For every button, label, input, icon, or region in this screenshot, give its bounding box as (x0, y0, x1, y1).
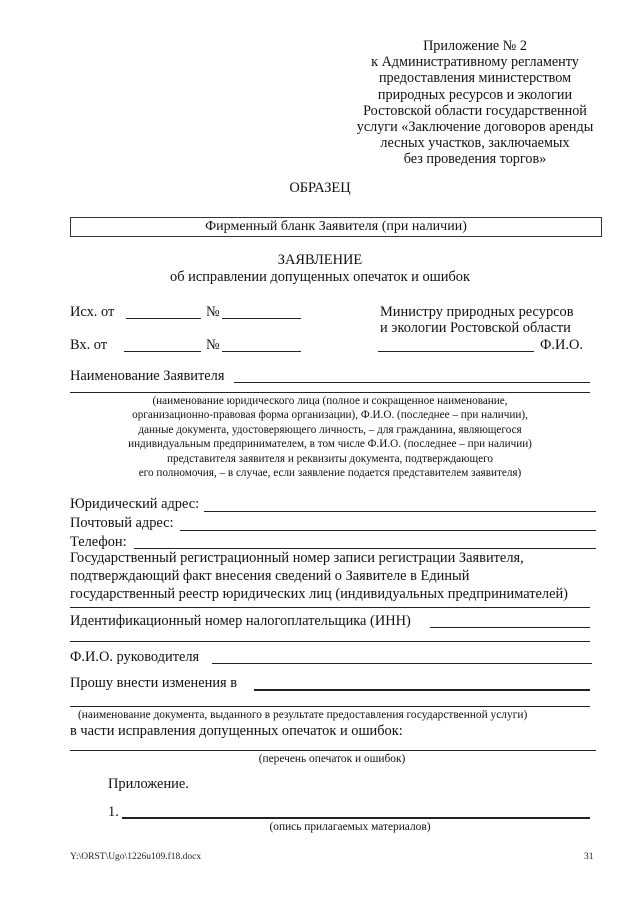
document-title: ЗАЯВЛЕНИЕ (277, 252, 363, 268)
hint-line: его полномочия, – в случае, если заявление подается представителем заявителя) (138, 467, 522, 480)
header-line: предоставления министерством (378, 70, 572, 87)
registration-label-line: государственный реестр юридических лиц (индивидуальных предпринимателей) (70, 586, 568, 602)
hint-line: данные документа, удостоверяющего личность, – для гражданина, являющегося (138, 423, 522, 436)
correction-label: в части исправления допущенных опечаток и ошибок: (70, 723, 403, 739)
appendix-header (340, 38, 610, 168)
registration-number-field[interactable] (70, 607, 590, 608)
applicant-name-label: Наименование Заявителя (70, 368, 225, 384)
registration-label-line: подтверждающий факт внесения сведений о Заявителе в Единый (70, 568, 470, 584)
header-line: услуги «Заключение договоров аренды (356, 119, 594, 136)
phone-label: Телефон: (70, 534, 127, 550)
sample-label: ОБРАЗЕЦ (289, 180, 351, 196)
registration-label-line: Государственный регистрационный номер записи регистрации Заявителя, (70, 550, 524, 566)
outgoing-date-label: Исх. от (70, 304, 115, 320)
header-line: к Административному регламенту (371, 54, 579, 71)
hint-line: представителя заявителя и реквизиты документа, подтверждающего (166, 452, 493, 465)
phone-field[interactable] (134, 548, 596, 549)
request-document-field[interactable] (254, 689, 590, 691)
director-field[interactable] (212, 663, 592, 664)
inn-field[interactable] (430, 627, 590, 628)
letterhead-box: Фирменный бланк Заявителя (при наличии) (70, 217, 602, 237)
header-line: Ростовской области государственной (363, 102, 587, 119)
hint-line: индивидуальным предпринимателем, в том числе Ф.И.О. (последнее – при наличии) (128, 438, 532, 451)
attachment-label: Приложение. (108, 776, 189, 792)
postal-address-field[interactable] (180, 530, 596, 531)
inn-field-line2[interactable] (70, 641, 590, 642)
incoming-date-field[interactable] (124, 351, 201, 352)
hint-line: (наименование юридического лица (полное и сокращенное наименование, (152, 395, 508, 407)
incoming-number-label: № (206, 337, 220, 353)
outgoing-number-label: № (206, 304, 220, 320)
errors-list-field[interactable] (70, 750, 596, 751)
attachment-item-field[interactable] (122, 817, 590, 819)
applicant-hint (60, 394, 600, 480)
errors-hint: (перечень опечаток и ошибок) (258, 753, 406, 765)
addressee-line1: Министру природных ресурсов (380, 304, 574, 320)
addressee-line2: и экологии Ростовской области (380, 320, 571, 336)
header-line: лесных участков, заключаемых (380, 135, 570, 152)
request-document-field-line2[interactable] (70, 706, 590, 707)
document-subtitle: об исправлении допущенных опечаток и ошибок (170, 269, 470, 285)
inn-label: Идентификационный номер налогоплательщика (ИНН) (70, 613, 411, 629)
postal-address-label: Почтовый адрес: (70, 515, 174, 531)
footer-file-path: Y:\ORST\Ugo\1226u109.f18.docx (70, 852, 202, 862)
outgoing-date-field[interactable] (126, 318, 201, 319)
attachment-hint: (опись прилагаемых материалов) (269, 821, 431, 833)
header-line: без проведения торгов» (403, 151, 547, 168)
addressee-fio-field[interactable] (378, 351, 534, 352)
incoming-number-field[interactable] (222, 351, 301, 352)
document-hint: (наименование документа, выданного в результате предоставления государственной услуги) (78, 709, 528, 721)
addressee-fio-label: Ф.И.О. (540, 337, 583, 353)
attachment-item-number: 1. (108, 804, 119, 820)
header-line: природных ресурсов и экологии (377, 86, 573, 103)
outgoing-number-field[interactable] (222, 318, 301, 319)
legal-address-label: Юридический адрес: (70, 496, 200, 512)
incoming-date-label: Вх. от (70, 337, 108, 353)
director-label: Ф.И.О. руководителя (70, 649, 200, 665)
applicant-name-field-line2[interactable] (70, 392, 590, 393)
applicant-name-field[interactable] (234, 382, 590, 383)
page-number: 31 (584, 852, 594, 862)
hint-line: организационно-правовая форма организации), Ф.И.О. (последнее – при наличии), (132, 409, 528, 422)
request-label: Прошу внести изменения в (70, 675, 238, 691)
header-line: Приложение № 2 (423, 38, 527, 54)
legal-address-field[interactable] (204, 511, 596, 512)
